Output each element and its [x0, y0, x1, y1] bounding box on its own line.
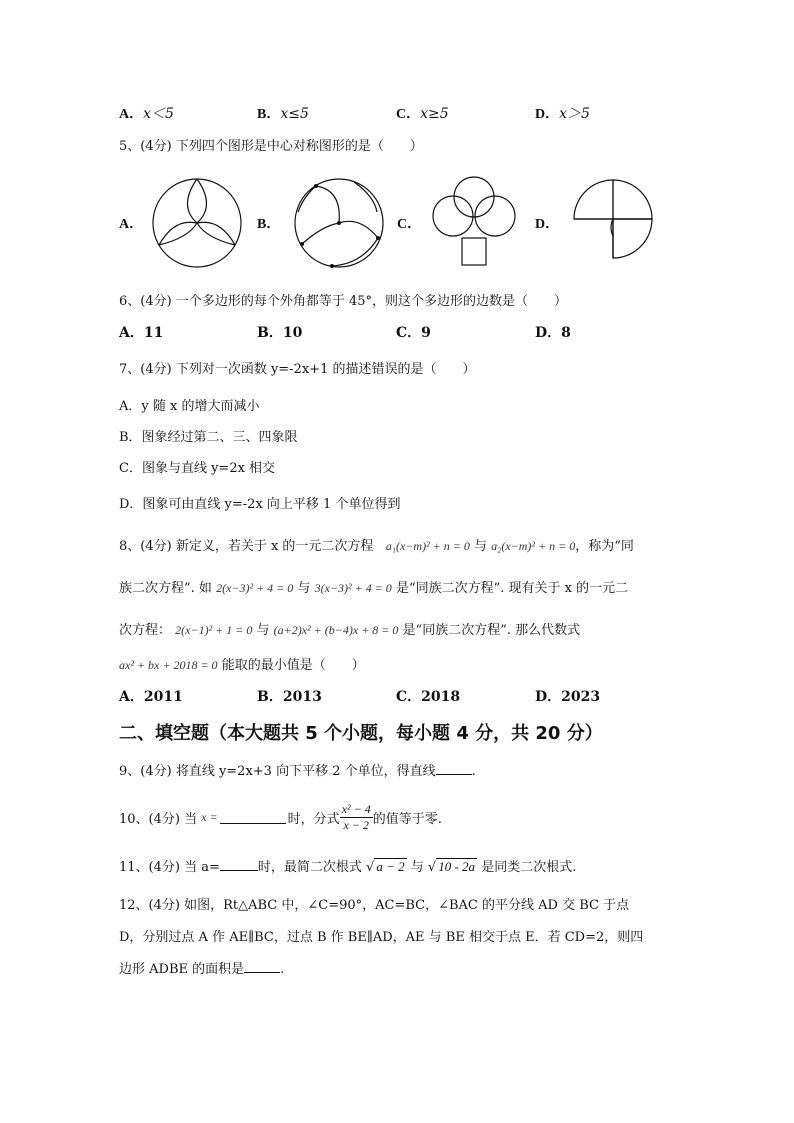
q5-label-b: B． — [257, 217, 281, 232]
q7-stem: 7、(4分) 下列对一次函数 y=-2x+1 的描述错误的是（ ） — [119, 362, 476, 377]
q10-answer-blank[interactable] — [220, 811, 286, 824]
q6-stem: 6、(4分) 一个多边形的每个外角都等于 45°，则这个多边形的边数是（ ） — [119, 294, 567, 309]
figure-d-pinwheel — [570, 176, 656, 262]
q8-line-2: 族二次方程”. 如 2(x−3)² + 4 = 0 与 3(x−3)² + 4 = 0 是“同族二次方程”. 现有关于 x 的一元二 — [119, 581, 629, 596]
q11-text: 11、(4分) 当 a= 时，最简二次根式 √ a − 2 与 √ 10 - 2a 是同类二次根式. — [119, 859, 577, 875]
q8-equation-2: a₂(x−m)² + n = 0 — [491, 539, 576, 553]
q5-label-d: D． — [535, 217, 560, 232]
q8-line-4: ax² + bx + 2018 = 0 能取的最小值是（ ） — [119, 658, 365, 673]
q8-option-a: A．2011 — [119, 689, 183, 705]
figure-c-circles-square — [428, 176, 520, 268]
q8-equation-7: ax² + bx + 2018 = 0 — [119, 658, 218, 672]
section-heading-fill-in: 二、填空题（本大题共 5 个小题，每小题 4 分，共 20 分） — [119, 723, 603, 744]
q8-line-1: 8、(4分) 新定义，若关于 x 的一元二次方程 a₁(x−m)² + n = 0 与 a₂(x−m)² + n = 0，称为“同 — [119, 539, 634, 554]
q6-option-b: B．10 — [257, 325, 303, 341]
q8-line-3: 次方程： 2(x−1)² + 1 = 0 与 (a+2)x² + (b−4)x + 8 = 0 是“同族二次方程”. 那么代数式 — [119, 623, 581, 638]
q4-option-d: D．x＞5 — [535, 106, 590, 122]
q6-option-c: C．9 — [396, 325, 431, 341]
q11-radical-2: √ 10 - 2a — [427, 859, 476, 875]
q8-equation-5: 2(x−1)² + 1 = 0 — [175, 623, 253, 637]
q8-equation-1: a₁(x−m)² + n = 0 — [385, 539, 470, 553]
q9-answer-blank[interactable] — [436, 762, 472, 775]
q12-line-1: 12、(4分) 如图，Rt△ABC 中，∠C=90°，AC=BC，∠BAC 的平分线 AD 交 BC 于点 — [119, 898, 630, 913]
q7-option-d: D．图象可由直线 y=-2x 向上平移 1 个单位得到 — [119, 497, 401, 512]
q12-answer-blank[interactable] — [244, 960, 280, 973]
q8-option-c: C．2018 — [396, 689, 461, 705]
q4-option-a: A．x＜5 — [119, 106, 174, 122]
q10-fraction: $\frac{\text{x² − 4}}{x - 2}$ — [341, 801, 371, 832]
q6-option-a: A．11 — [119, 325, 164, 341]
q12-line-3: 边形 ADBE 的面积是 . — [119, 962, 285, 977]
q8-equation-6: (a+2)x² + (b−4)x + 8 = 0 — [273, 623, 399, 637]
q7-option-a: A．y 随 x 的增大而减小 — [119, 399, 260, 414]
q8-option-d: D．2023 — [535, 689, 601, 705]
q5-label-c: C． — [397, 217, 422, 232]
q8-option-b: B．2013 — [257, 689, 322, 705]
q12-line-2: D，分别过点 A 作 AE∥BC，过点 B 作 BE∥AD，AE 与 BE 相交于点 E．若 CD=2，则四 — [119, 930, 644, 945]
q9-text: 9、(4分) 将直线 y=2x+3 向下平移 2 个单位，得直线 . — [119, 764, 476, 779]
figure-b-arc-circle — [292, 176, 386, 270]
q7-option-b: B．图象经过第二、三、四象限 — [119, 430, 298, 445]
q4-option-c: C．x≥5 — [396, 106, 449, 122]
q8-equation-4: 3(x−3)² + 4 = 0 — [314, 581, 392, 595]
q4-option-b: B．x≤5 — [257, 106, 309, 122]
figure-a-petal-circle — [150, 176, 244, 270]
q10-text: 10、(4分) 当 x = 时，分式 $\frac{\text{x² − 4}}{x - 2}$ 的值等于零. — [119, 801, 442, 832]
q5-label-a: A． — [119, 217, 144, 232]
q8-equation-3: 2(x−3)² + 4 = 0 — [216, 581, 294, 595]
q11-answer-blank[interactable] — [220, 858, 258, 871]
q7-option-c: C．图象与直线 y=2x 相交 — [119, 461, 276, 476]
q11-radical-1: √ a − 2 — [366, 859, 405, 875]
q6-option-d: D．8 — [535, 325, 571, 341]
q5-stem: 5、(4分) 下列四个图形是中心对称图形的是（ ） — [119, 139, 423, 154]
